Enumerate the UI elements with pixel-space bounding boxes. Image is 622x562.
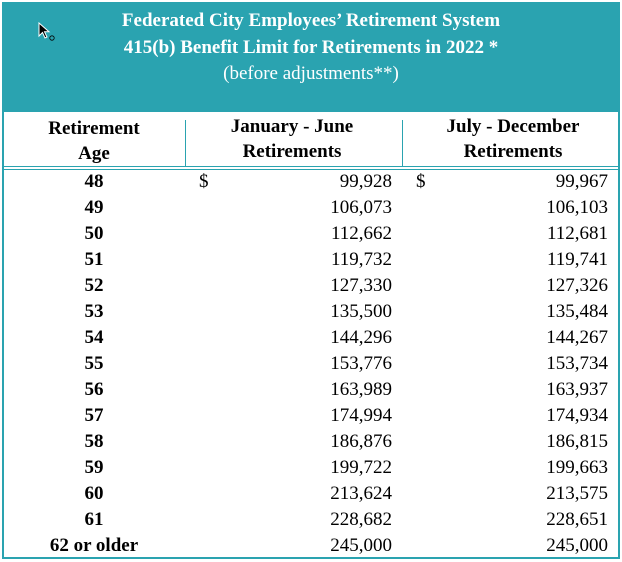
table-row [4, 172, 618, 198]
jul-dec-value: 119,741 [546, 249, 608, 270]
jan-jun-value: 135,500 [330, 301, 392, 322]
column-header-age-line2: Age [78, 143, 110, 164]
table-row [4, 432, 618, 458]
table-row [4, 276, 618, 302]
jul-dec-value: 213,575 [546, 483, 608, 504]
column-headers [4, 112, 618, 167]
age-cell: 53 [84, 301, 104, 322]
jul-dec-value: 106,103 [546, 197, 608, 218]
column-header-jan-jun [186, 114, 398, 164]
age-cell: 58 [84, 431, 104, 452]
table-row [4, 354, 618, 380]
jul-dec-value: 186,815 [546, 431, 608, 452]
jul-dec-value: 174,934 [546, 405, 608, 426]
age-cell: 52 [84, 275, 104, 296]
age-cell: 48 [84, 171, 104, 192]
dollar-sign: $ [199, 171, 209, 192]
jan-jun-value: 228,682 [330, 509, 392, 530]
column-divider [185, 120, 186, 167]
jan-jun-value: 106,073 [330, 197, 392, 218]
table-subtitle: 415(b) Benefit Limit for Retirements in 2022 * [123, 37, 499, 58]
jan-jun-value: 112,662 [330, 223, 392, 244]
table-row [4, 536, 618, 562]
table-row [4, 224, 618, 250]
column-divider [402, 120, 403, 167]
column-header-jul-dec-line2: Retirements [463, 141, 563, 162]
age-cell: 51 [84, 249, 104, 270]
mouse-pointer-icon [38, 22, 56, 42]
table-row [4, 250, 618, 276]
age-cell: 49 [84, 197, 104, 218]
jan-jun-value: 99,928 [339, 171, 392, 192]
table-row [4, 302, 618, 328]
column-header-age [4, 116, 184, 166]
jul-dec-value: 228,651 [546, 509, 608, 530]
table-header-banner [4, 4, 618, 112]
table-row [4, 458, 618, 484]
header-rule [4, 169, 618, 170]
column-header-jul-dec [410, 114, 616, 164]
age-cell: 62 or older [49, 535, 139, 556]
header-rule [4, 166, 618, 167]
column-header-jan-jun-line2: Retirements [242, 141, 342, 162]
jul-dec-value: 245,000 [546, 535, 608, 556]
table-row [4, 484, 618, 510]
column-header-jul-dec-line1: July - December [446, 116, 580, 137]
age-cell: 50 [84, 223, 104, 244]
table-row [4, 406, 618, 432]
jan-jun-value: 186,876 [330, 431, 392, 452]
table-row [4, 198, 618, 224]
dollar-sign: $ [416, 171, 426, 192]
column-header-age-line1: Retirement [48, 118, 140, 139]
table-note: (before adjustments**) [223, 63, 399, 84]
column-header-jan-jun-line1: January - June [230, 116, 354, 137]
jan-jun-value: 199,722 [330, 457, 392, 478]
benefit-limit-table [2, 2, 620, 559]
age-cell: 56 [84, 379, 104, 400]
age-cell: 61 [84, 509, 104, 530]
table-title: Federated City Employees’ Retirement System [121, 10, 501, 31]
jan-jun-value: 245,000 [330, 535, 392, 556]
table-row [4, 328, 618, 354]
jul-dec-value: 199,663 [546, 457, 608, 478]
age-cell: 55 [84, 353, 104, 374]
jul-dec-value: 99,967 [555, 171, 608, 192]
jan-jun-value: 163,989 [330, 379, 392, 400]
age-cell: 54 [84, 327, 104, 348]
jan-jun-value: 144,296 [330, 327, 392, 348]
jan-jun-value: 119,732 [330, 249, 392, 270]
jul-dec-value: 135,484 [546, 301, 608, 322]
table-row [4, 510, 618, 536]
age-cell: 59 [84, 457, 104, 478]
table-row [4, 380, 618, 406]
jan-jun-value: 174,994 [330, 405, 392, 426]
jul-dec-value: 127,326 [546, 275, 608, 296]
jan-jun-value: 213,624 [330, 483, 392, 504]
jan-jun-value: 127,330 [330, 275, 392, 296]
jul-dec-value: 112,681 [546, 223, 608, 244]
age-cell: 60 [84, 483, 104, 504]
jan-jun-value: 153,776 [330, 353, 392, 374]
age-cell: 57 [84, 405, 104, 426]
jul-dec-value: 153,734 [546, 353, 608, 374]
jul-dec-value: 144,267 [546, 327, 608, 348]
jul-dec-value: 163,937 [546, 379, 608, 400]
